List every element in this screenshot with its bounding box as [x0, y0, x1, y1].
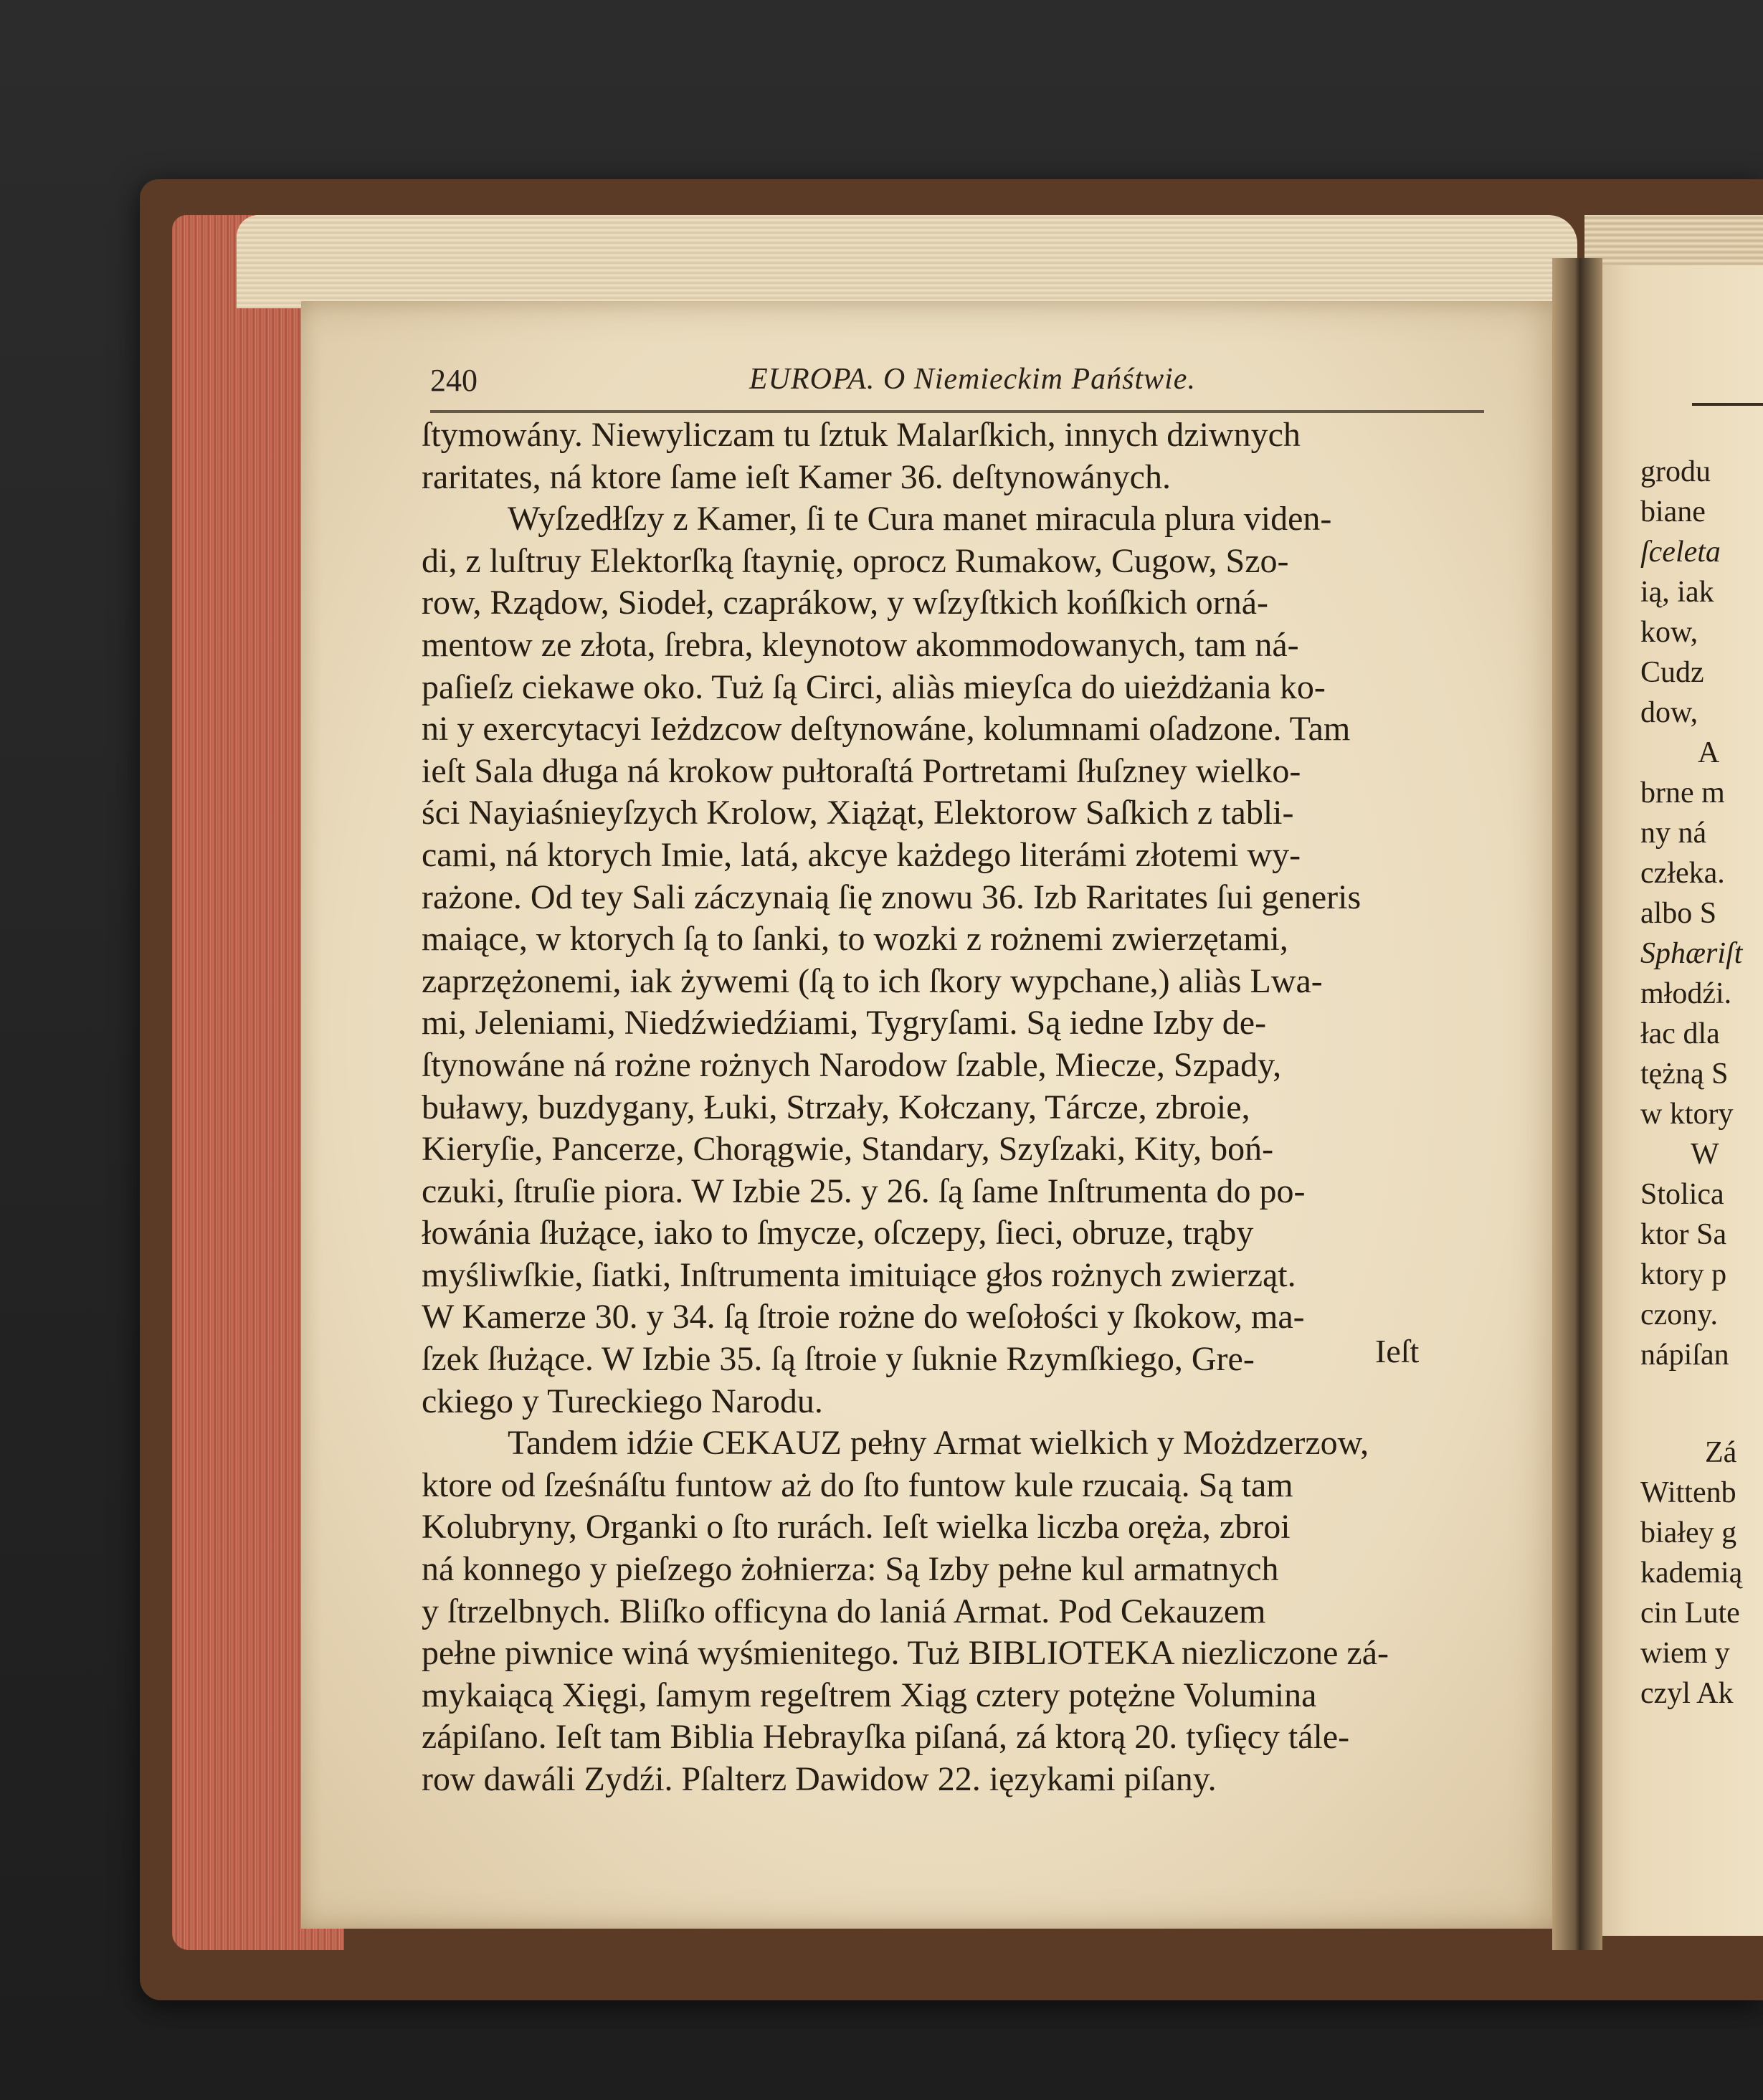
text-line: Zá	[1705, 1436, 1737, 1469]
text-line: grodu	[1640, 455, 1711, 488]
text-line: Wittenb	[1640, 1476, 1736, 1509]
text-line: kow,	[1640, 616, 1698, 649]
text-line: czuki, ſtruſie piora. W Izbie 25. y 26. ſą ſame Inſtrumenta do po-	[422, 1172, 1306, 1210]
text-line: wiem y	[1640, 1637, 1730, 1670]
text-line: mykaiącą Xięgi, ſamym regeſtrem Xiąg cztery potężne Volumina	[422, 1676, 1317, 1714]
text-line: Kieryſie, Pancerze, Chorągwie, Standary, Szyſzaki, Kity, boń-	[422, 1130, 1274, 1169]
text-line: ſtymowány. Niewyliczam tu ſztuk Malarſkich, innych dziwnych	[422, 416, 1301, 454]
left-page-text	[422, 414, 1497, 1801]
text-line: ſzek ſłużące. W Izbie 35. ſą ſtroie y ſuknie Rzymſkiego, Gre-	[422, 1340, 1255, 1379]
text-line: ſtynowáne ná rożne rożnych Narodow ſzable, Miecze, Szpady,	[422, 1045, 1282, 1084]
text-line: ná konnego y pieſzego żołnierza: Są Izby pełne kul armatnych	[422, 1550, 1279, 1589]
page-number: 240	[430, 363, 477, 398]
text-line: dow,	[1640, 696, 1698, 729]
text-line: A	[1698, 736, 1720, 769]
text-line: rażone. Od tey Sali záczynaią ſię znowu 36. Izb Raritates ſui generis	[422, 878, 1362, 916]
text-line: ści Nayiaśnieyſzych Krolow, Xiążąt, Elektorow Saſkich z tabli-	[422, 794, 1294, 832]
text-line: biane	[1640, 495, 1706, 528]
text-line: Kolubryny, Organki o ſto rurách. Ieſt wielka liczba oręża, zbroi	[422, 1508, 1291, 1547]
text-line: row dawáli Zydźi. Pſalterz Dawidow 22. ięzykami piſany.	[422, 1760, 1217, 1798]
text-line: zaprzężonemi, iak żywemi (ſą to ich ſkory wypchane,) aliàs Lwa-	[422, 961, 1323, 1000]
text-line: raritates, ná ktore ſame ieſt Kamer 36. deſtynowánych.	[422, 457, 1171, 496]
text-line: ni y exercytacyi Ieżdzcow deſtynowáne, kolumnami oſadzone. Tam	[422, 710, 1351, 749]
text-line: Stolica	[1640, 1178, 1724, 1211]
text-line: ieſt Sala długa ná krokow pułtoraſtá Portretami ſłuſzney wielko-	[422, 751, 1301, 790]
text-line: młodźi.	[1640, 977, 1732, 1010]
text-line: pełne piwnice winá wyśmienitego. Tuż BIBLIOTEKA niezliczone zá-	[422, 1634, 1389, 1673]
text-line: myśliwſkie, ſiatki, Inſtrumenta imituiące głos rożnych zwierząt.	[422, 1255, 1296, 1294]
text-line: ckiego y Tureckiego Narodu.	[422, 1382, 823, 1420]
text-line: łac dla	[1640, 1017, 1720, 1050]
text-line: brne m	[1640, 776, 1725, 809]
text-line: W	[1691, 1138, 1719, 1171]
paragraph-gap	[1640, 1375, 1763, 1433]
right-header-rule	[1692, 403, 1763, 406]
running-head: EUROPA. O Niemieckim Pańśtwie.	[749, 363, 1196, 396]
text-line: paſieſz ciekawe oko. Tuż ſą Circi, aliàs mieyſca do uieżdżania ko-	[422, 667, 1326, 706]
text-line: cin Lute	[1640, 1597, 1740, 1630]
text-line: nápiſan	[1640, 1339, 1729, 1372]
header-rule	[430, 410, 1484, 413]
catchword: Ieſt	[1375, 1333, 1420, 1369]
text-line: ktor Sa	[1640, 1218, 1727, 1251]
text-line: czyl Ak	[1640, 1677, 1734, 1710]
text-line: czony.	[1640, 1298, 1719, 1331]
text-line: Cudz	[1640, 656, 1704, 689]
text-line: ią, iak	[1640, 576, 1714, 609]
text-line: w ktory	[1640, 1098, 1734, 1131]
text-line: W Kamerze 30. y 34. ſą ſtroie rożne do weſołości y ſkokow, ma-	[422, 1298, 1305, 1336]
text-line: Sphæriſt	[1640, 937, 1743, 970]
text-line: zápiſano. Ieſt tam Biblia Hebrayſka piſaná, zá ktorą 20. tyſięcy tále-	[422, 1718, 1350, 1757]
text-line: di, z luſtruy Elektorſką ſtaynię, oprocz Rumakow, Cugow, Szo-	[422, 541, 1289, 580]
text-line: ktore od ſześnáſtu funtow aż do ſto funtow kule rzucaią. Są tam	[422, 1465, 1293, 1504]
text-line: białey g	[1640, 1516, 1737, 1549]
text-line: buławy, buzdygany, Łuki, Strzały, Kołczany, Tárcze, zbroie,	[422, 1088, 1250, 1126]
right-page-text	[1640, 452, 1763, 1714]
book-gutter	[1552, 258, 1602, 1950]
text-line: Tandem idźie CEKAUZ pełny Armat wielkich y Możdzerzow,	[508, 1424, 1369, 1463]
page-header	[430, 362, 1484, 405]
text-line: kademią	[1640, 1557, 1743, 1590]
text-line: Wyſzedłſzy z Kamer, ſi te Cura manet miracula plura viden-	[508, 500, 1332, 538]
text-line: albo S	[1640, 897, 1717, 930]
text-line: maiące, w ktorych ſą to ſanki, to wozki z rożnemi zwierzętami,	[422, 920, 1288, 959]
text-line: mi, Jeleniami, Niedźwiedźiami, Tygryſami. Są iedne Izby de-	[422, 1004, 1267, 1042]
text-line: mentow ze złota, ſrebra, kleynotow akommodowanych, tam ná-	[422, 625, 1299, 664]
text-line: ktory p	[1640, 1258, 1727, 1291]
text-line: łowánia ſłużące, iako to ſmycze, oſczepy, ſieci, obruze, trąby	[422, 1214, 1254, 1253]
text-line: row, Rządow, Siodeł, czaprákow, y wſzyſtkich końſkich orná-	[422, 584, 1268, 622]
text-line: y ſtrzelbnych. Bliſko officyna do laniá Armat. Pod Cekauzem	[422, 1592, 1266, 1630]
page-stack	[237, 215, 1577, 308]
text-line: ſceleta	[1640, 536, 1721, 569]
text-line: tężną S	[1640, 1058, 1729, 1091]
text-line: cami, ná ktorych Imie, latá, akcye każdego literámi złotemi wy-	[422, 835, 1301, 874]
text-line: ny ná	[1640, 817, 1707, 850]
text-line: człeka.	[1640, 857, 1725, 890]
